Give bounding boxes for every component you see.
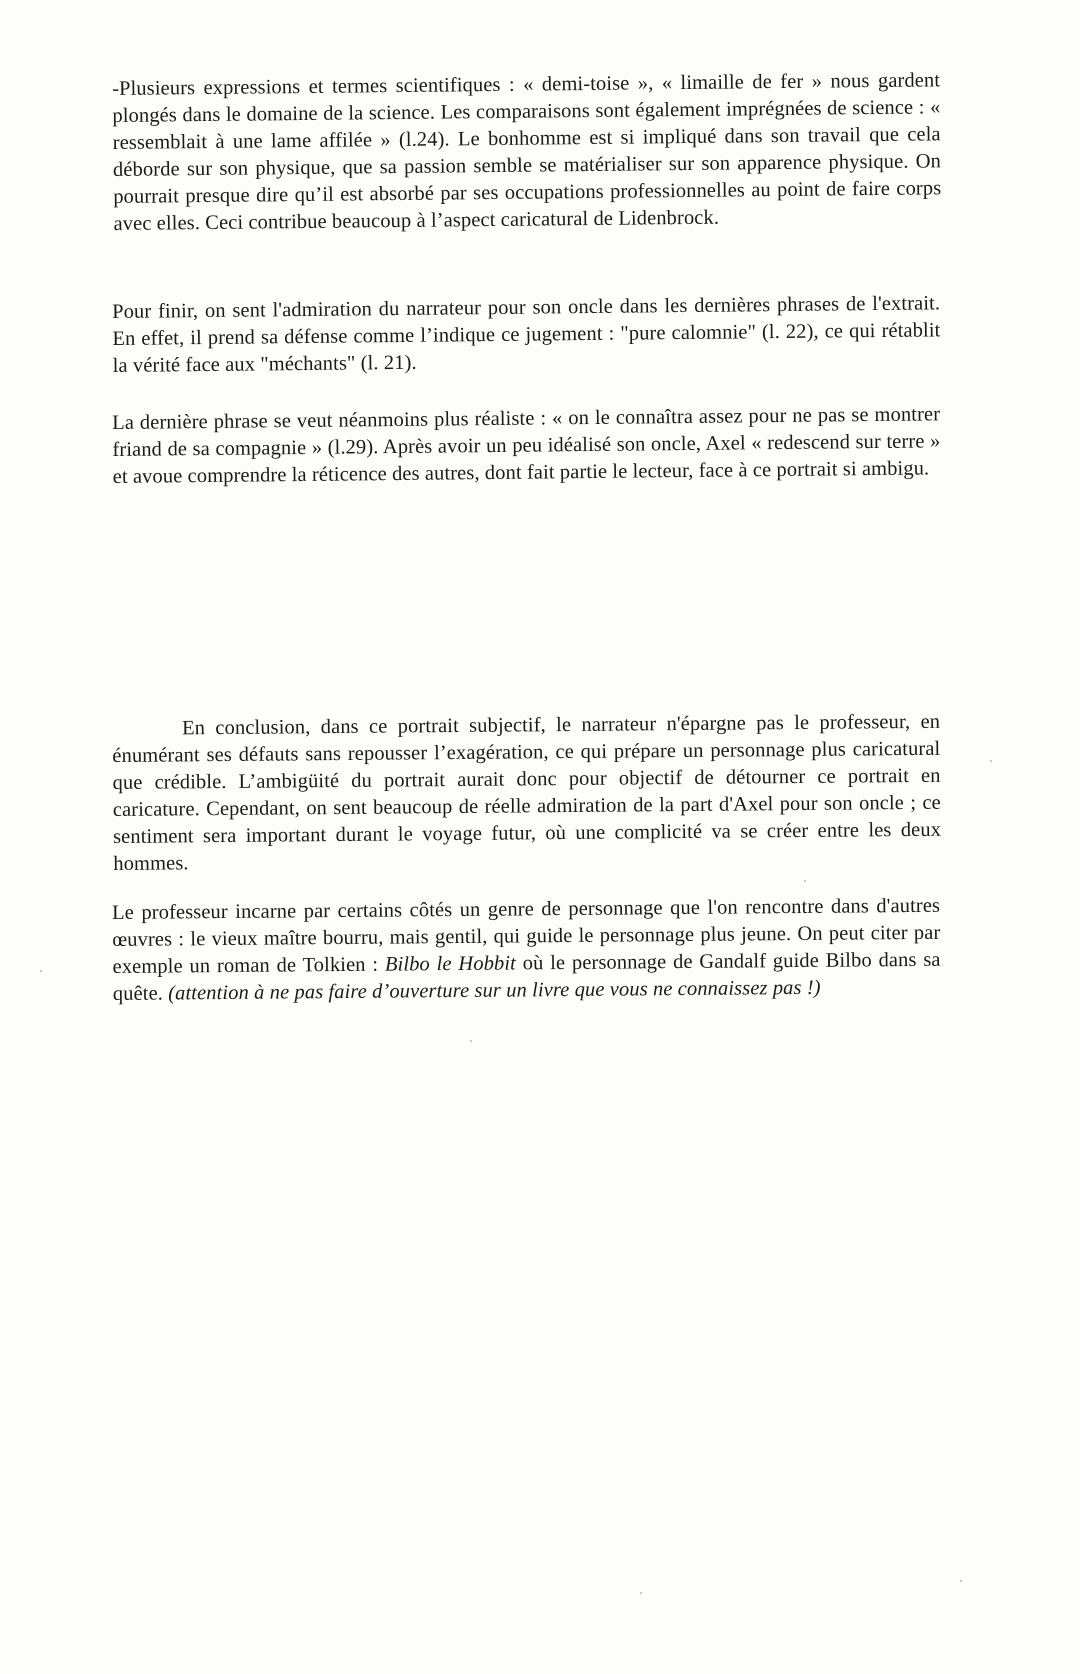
teacher-note: (attention à ne pas faire d’ouverture sur un livre que vous ne connaissez pas !) (168, 976, 821, 1005)
paragraph-last-sentence: La dernière phrase se veut néanmoins plus réaliste : « on le connaîtra assez pour ne pas se montrer friand de sa compagnie » (l.29). Après avoir un peu idéalisé son oncle, Axel « redescend sur terre » et avoue comprendre la réticence des autres, dont fait partie le lecteur, face à ce portrait si ambigu. (112, 403, 941, 488)
opening-text-after: où le personnage de Gandalf guide Bilbo dans sa quête. (112, 948, 941, 1005)
scan-speck (960, 1580, 962, 1582)
scan-speck (470, 1040, 472, 1042)
scan-speck (804, 880, 806, 882)
opening-text-before: Le professeur incarne par certains côtés un genre de personnage que l'on rencontre dans d'autres œuvres : le vieux maître bourru, mais gentil, qui guide le personnage plus jeune. On peut citer par exemple un roman de Tolkien : (112, 894, 941, 978)
paragraph-conclusion: En conclusion, dans ce portrait subjectif, le narrateur n'épargne pas le professeur, en énumérant ses défauts sans repousser l’exagération, ce qui prépare un personnage plus caricatural que crédible. L’ambigüité du portrait aurait donc pour objectif de détourner ce portrait en caricature. Cependant, on sent beaucoup de réelle admiration de la part d'Axel pour son oncle ; ce sentiment sera important durant le voyage futur, où une complicité va se créer entre les deux hommes. (112, 710, 942, 875)
paragraph-admiration: Pour finir, on sent l'admiration du narrateur pour son oncle dans les dernières phrases de l'extrait. En effet, il prend sa défense comme l’indique ce jugement : "pure calomnie" (l. 22), ce qui rétablit la vérité face aux "méchants" (l. 21). (112, 292, 941, 377)
scan-speck (40, 970, 42, 972)
paragraph-opening (112, 893, 941, 1008)
paragraph-scientific-terms: -Plusieurs expressions et termes scientifiques : « demi-toise », « limaille de fer » nous gardent plongés dans le domaine de la science. Les comparaisons sont également imprégnées de science : « ressemblait à une lame affilée » (l.24). Le bonhomme est si impliqué dans son travail que cela déborde sur son physique, que sa passion semble se matérialiser sur son apparence physique. On pourrait presque dire qu’il est absorbé par ses occupations professionnelles au point de faire corps avec elles. Ceci contribue beaucoup à l’aspect caricatural de Lidenbrock. (112, 69, 942, 235)
scan-speck (640, 1592, 642, 1594)
book-title: Bilbo le Hobbit (384, 952, 517, 976)
scan-speck (990, 760, 992, 762)
